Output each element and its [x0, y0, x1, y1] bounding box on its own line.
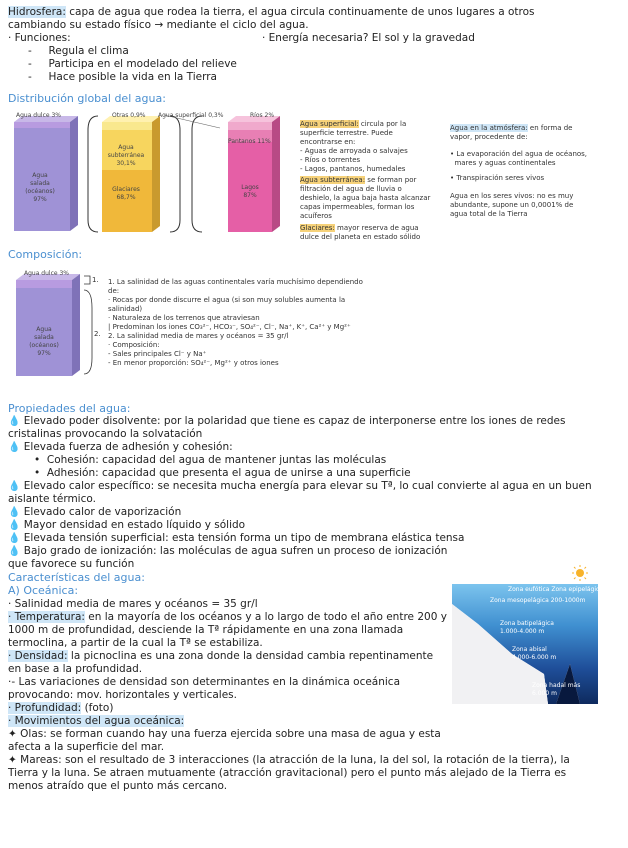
- energy-note: · Energía necesaria? El sol y la gravedad: [262, 32, 475, 44]
- note-glaciares: Glaciares: mayor reserva de agua dulce del planeta en estado sólido: [300, 224, 421, 241]
- property-line: 💧 Elevada tensión superficial: esta tensión forma un tipo de membrana elástica tensa: [8, 532, 465, 544]
- properties-title: Propiedades del agua:: [8, 402, 131, 415]
- note-evaporacion: • La evaporación del agua de océanos, mares y aguas continentales: [450, 150, 588, 167]
- property-line: 💧 Elevado calor específico: se necesita mucha energía para elevar su Tª, lo cual convierte al agua en un buen: [8, 480, 592, 492]
- property-line: 💧 Mayor densidad en estado líquido y sólido: [8, 519, 246, 531]
- characteristics-title: Características del agua:: [8, 571, 145, 584]
- label-glaciares: Glaciares 68,7%: [112, 186, 140, 201]
- composition-notes: 1. La salinidad de las aguas continentales varía muchísimo dependiendo de: · Rocas por donde discurre el agua (si son muy solubles aumenta la salinidad) · Naturaleza de los terrenos que atraviesan | Predominan los iones CO₃²⁻, HCO₃⁻, SO₄²⁻, Cl⁻, Na⁺, K⁺, Ca²⁺ y Mg²⁺ 2. La salinidad media de mares y océanos = 35 gr/l · Composición: - Sales principales Cl⁻ y Na⁺ - En menor proporción: SO₄²⁻, Mg²⁺ y otros iones: [108, 278, 363, 367]
- comp-label-dulce: Agua dulce 3%: [24, 270, 69, 277]
- zone-mesopelagica: Zona mesopelágica 200-1000m: [490, 597, 586, 604]
- zone-hadal: Zona hadal más 6.000 m: [532, 682, 581, 697]
- note-seres-vivos: Agua en los seres vivos: no es muy abundante, supone un 0,0001% de agua total de la Tierra: [450, 192, 574, 218]
- property-line: que favorece su función: [8, 558, 135, 570]
- comp-mark-1: 1.: [92, 276, 99, 284]
- property-line: • Adhesión: capacidad que presenta el agua de unirse a una superficie: [34, 467, 411, 479]
- intro-line-2: cambiando su estado físico → mediante el ciclo del agua.: [8, 19, 309, 31]
- note-subterranea: Agua subterránea: se forman por filtración del agua de lluvia o deshielo, la agua baja hasta alcanzar capas impermeables, forman los acuíferos: [300, 176, 431, 220]
- comp-label-salada: Agua salada (océanos) 97%: [29, 326, 59, 357]
- zone-eufotica: Zona eufótica Zona epipelágica 0-200m: [508, 586, 628, 593]
- label-otras: Otras 0,9%: [112, 112, 146, 119]
- property-line: 💧 Bajo grado de ionización: las moléculas de agua sufren un proceso de ionización: [8, 545, 448, 557]
- property-line: 💧 Elevada fuerza de adhesión y cohesión:: [8, 441, 233, 453]
- label-agua-dulce: Agua dulce 3%: [16, 112, 61, 119]
- intro-line-1: Hidrosfera: capa de agua que rodea la tierra, el agua circula continuamente de unos lugares a otros: [8, 6, 535, 18]
- label-rios: Ríos 2%: [250, 112, 275, 119]
- characteristics-text: A) Oceánica: · Salinidad media de mares y océanos = 35 gr/l · Temperatura: en la mayoría de los océanos y a lo largo de todo el año entre 200 y 1000 m de profundidad, desciende la Tª rápidamente en una zona llamada termoclina, a partir de la cual la Tª se estabiliza. · Densidad: la picnoclina es una zona donde la densidad cambia repentinamente en base a la profundidad. ·- Las variaciones de densidad son determinantes en la dinámica oceánica provocando: mov. horizontales y verticales. · Profundidad: (foto) · Movimientos del agua oceánica: ✦ Olas: se forman cuando hay una fuerza ejercida sobre una masa de agua y esta afecta a la superficie del mar. ✦ Mareas: son el resultado de 3 interacciones (la atracción de la luna, la del sol, la rotación de la tierra), la Tierra y la luna. Se atraen mutuamente (atracción gravitacional) pero el punto más alejado de la Tierra es menos atraído que el punto más cercano.: [8, 584, 570, 792]
- property-line: aislante térmico.: [8, 493, 96, 505]
- hidrosfera-term: Hidrosfera:: [8, 6, 66, 18]
- distribution-title: Distribución global del agua:: [8, 92, 166, 105]
- functions-label: · Funciones:: [8, 32, 71, 44]
- label-superficial: Agua superficial 0,3%: [158, 112, 224, 119]
- note-transpiracion: • Transpiración seres vivos: [450, 174, 545, 182]
- function-2: - Participa en el modelado del relieve: [28, 58, 237, 70]
- composition-title: Composición:: [8, 248, 83, 261]
- properties-list: [8, 415, 592, 571]
- property-line: cristalinas provocando la solvatación: [8, 428, 203, 440]
- label-pantanos: Pantanos 11%: [228, 138, 271, 145]
- function-3: - Hace posible la vida en la Tierra: [28, 71, 217, 83]
- property-line: • Cohesión: capacidad del agua de mantener juntas las moléculas: [34, 454, 387, 466]
- function-1: - Regula el clima: [28, 45, 129, 57]
- zone-abisal: Zona abisal 4.000-6.000 m: [512, 646, 557, 661]
- label-lagos: Lagos 87%: [241, 184, 259, 199]
- zone-batipelagica: Zona batipelágica 1.000-4.000 m: [500, 620, 554, 635]
- comp-mark-2: 2.: [94, 330, 101, 338]
- property-line: 💧 Elevado calor de vaporización: [8, 506, 182, 518]
- note-superficial: Agua superficial: circula por la superficie terrestre. Puede encontrarse en: - Aguas de arroyada o salvajes - Ríos o torrentes - Lagos, pantanos, humedales: [300, 120, 408, 173]
- note-atmosfera: Agua en la atmósfera: en forma de vapor, procedente de:: [450, 124, 573, 141]
- label-agua-salada: Agua salada (océanos) 97%: [25, 172, 55, 203]
- label-subterranea: Agua subterránea 30,1%: [107, 144, 145, 167]
- sun-icon: [572, 565, 588, 581]
- property-line: 💧 Elevado poder disolvente: por la polaridad que tiene es capaz de interponerse entre los iones de redes: [8, 415, 566, 427]
